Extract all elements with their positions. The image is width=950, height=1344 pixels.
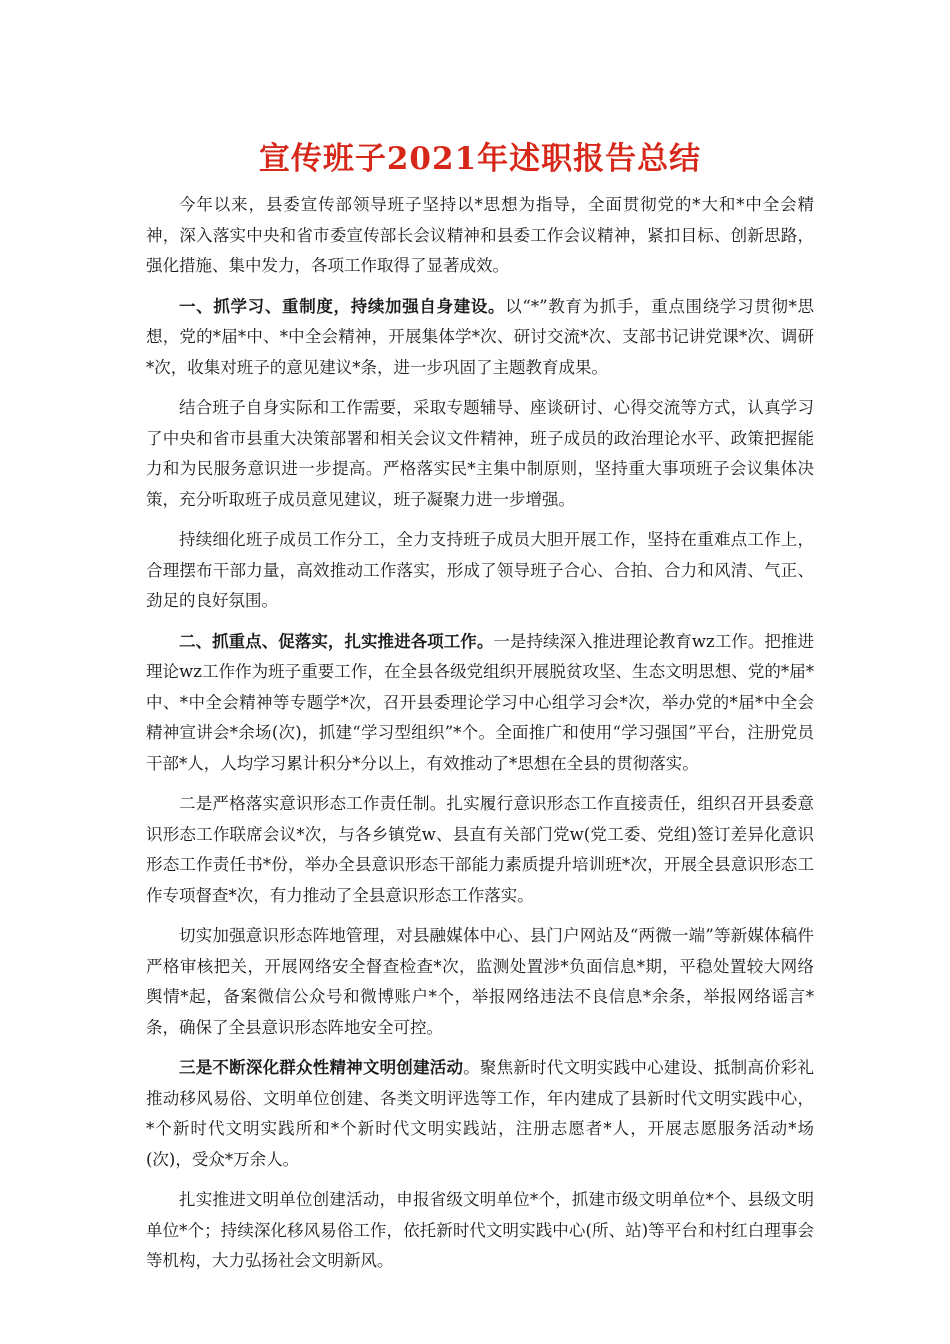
paragraph-civilization bbox=[146, 1053, 814, 1175]
paragraph-text: 今年以来，县委宣传部领导班子坚持以*思想为指导，全面贯彻党的*大和*中全会精神，深入落实中央和省市委宣传部长会议精神和县委工作会议精神，紧扣目标、创新思路，强化措施、集中发力，各项工作取得了显著成效。 bbox=[146, 195, 814, 275]
paragraph-intro bbox=[146, 190, 814, 282]
paragraph-section-two bbox=[146, 627, 814, 780]
paragraph-ideology-platform bbox=[146, 921, 814, 1043]
paragraph-ideology-responsibility bbox=[146, 789, 814, 911]
paragraph-text: 持续细化班子成员工作分工，全力支持班子成员大胆开展工作，坚持在重难点工作上，合理摆布干部力量，高效推动工作落实，形成了领导班子合心、合拍、合力和风清、气正、劲足的良好氛围。 bbox=[146, 530, 814, 610]
paragraph-lead: 二、抓重点、促落实，扎实推进各项工作。 bbox=[179, 631, 494, 651]
paragraph-text: 结合班子自身实际和工作需要，采取专题辅导、座谈研讨、心得交流等方式，认真学习了中央和省市县重大决策部署和相关会议文件精神，班子成员的政治理论水平、政策把握能力和为民服务意识进一步提高。严格落实民*主集中制原则，坚持重大事项班子会议集体决策，充分听取班子成员意见建议，班子凝聚力进一步增强。 bbox=[146, 398, 814, 509]
paragraph-lead: 一、抓学习、重制度，持续加强自身建设。 bbox=[179, 296, 506, 316]
paragraph-text: 切实加强意识形态阵地管理，对县融媒体中心、县门户网站及“两微一端”等新媒体稿件严格审核把关，开展网络安全督查检查*次，监测处置涉*负面信息*期，平稳处置较大网络舆情*起，备案微信公众号和微博账户*个，举报网络违法不良信息*余条，举报网络谣言*条，确保了全县意识形态阵地安全可控。 bbox=[146, 926, 814, 1037]
paragraph-text: 一是持续深入推进理论教育wz工作。把推进理论wz工作作为班子重要工作，在全县各级党组织开展脱贫攻坚、生态文明思想、党的*届*中、*中全会精神等专题学*次，召开县委理论学习中心组学习会*次，举办党的*届*中全会精神宣讲会*余场(次)，抓建“学习型组织”*个。全面推广和使用“学习强国”平台，注册党员干部*人，人均学习累计积分*分以上，有效推动了*思想在全县的贯彻落实。 bbox=[146, 631, 814, 773]
paragraph-division bbox=[146, 525, 814, 617]
paragraph-text: 扎实推进文明单位创建活动，申报省级文明单位*个，抓建市级文明单位*个、县级文明单位*个；持续深化移风易俗工作，依托新时代文明实践中心(所、站)等平台和村红白理事会等机构，大力弘扬社会文明新风。 bbox=[146, 1190, 814, 1270]
paragraph-civilized-units bbox=[146, 1185, 814, 1277]
paragraph-text: 二是严格落实意识形态工作责任制。扎实履行意识形态工作直接责任，组织召开县委意识形态工作联席会议*次，与各乡镇党w、县直有关部门党w(党工委、党组)签订差异化意识形态工作责任书*份，举办全县意识形态干部能力素质提升培训班*次，开展全县意识形态工作专项督查*次，有力推动了全县意识形态工作落实。 bbox=[146, 794, 814, 905]
document-page bbox=[146, 132, 814, 1287]
paragraph-study bbox=[146, 393, 814, 515]
paragraph-lead: 三是不断深化群众性精神文明创建活动 bbox=[179, 1058, 464, 1077]
paragraph-text: 以“*”教育为抓手，重点围绕学习贯彻*思想，党的*届*中、*中全会精神，开展集体学*次、研讨交流*次、支部书记讲党课*次、调研*次，收集对班子的意见建议*条，进一步巩固了主题教育成果。 bbox=[146, 296, 814, 377]
paragraph-section-one bbox=[146, 292, 814, 384]
paragraph-text: 。聚焦新时代文明实践中心建设、抵制高价彩礼推动移风易俗、文明单位创建、各类文明评选等工作，年内建成了县新时代文明实践中心，*个新时代文明实践所和*个新时代文明实践站，注册志愿者*人，开展志愿服务活动*场(次)，受众*万余人。 bbox=[146, 1058, 815, 1169]
document-title: 宣传班子2021年述职报告总结 bbox=[258, 141, 702, 177]
